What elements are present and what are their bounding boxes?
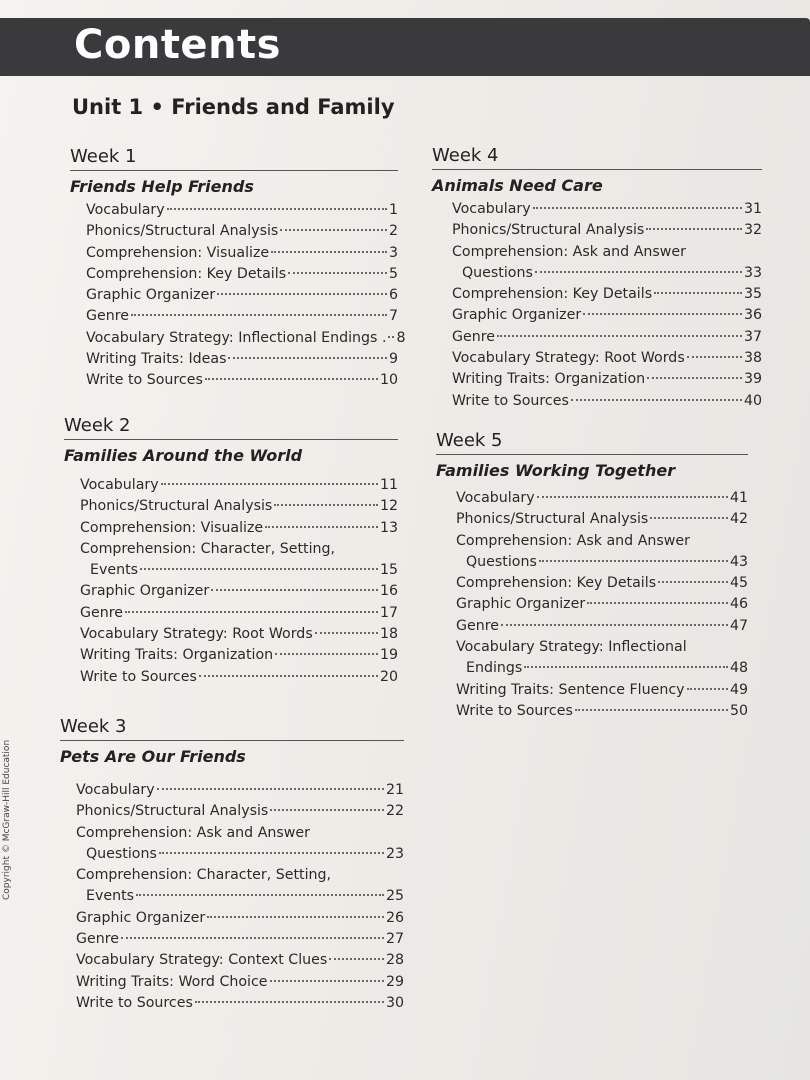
toc-entry-title: Genre bbox=[80, 604, 123, 621]
toc-entry-page: 3 bbox=[388, 244, 398, 261]
toc-entry bbox=[70, 306, 398, 327]
toc-entry bbox=[70, 328, 406, 349]
toc-entry-title: Graphic Organizer bbox=[76, 909, 206, 926]
toc-entry bbox=[432, 305, 762, 326]
toc-entry-title: Write to Sources bbox=[86, 372, 203, 389]
toc-entry bbox=[64, 475, 398, 496]
toc-entry-title: Questions bbox=[462, 264, 533, 281]
toc-entry-title: Vocabulary bbox=[456, 490, 535, 506]
toc-entry-page: 32 bbox=[743, 222, 762, 239]
toc-entry-title: Writing Traits: Organization bbox=[80, 647, 274, 664]
toc-entry-title: Vocabulary Strategy: Inflectional bbox=[456, 639, 687, 656]
toc-entry-title: Phonics/Structural Analysis bbox=[86, 223, 279, 240]
toc-entry bbox=[436, 658, 748, 679]
toc-entry bbox=[432, 284, 762, 305]
week-theme: Families Around the World bbox=[64, 446, 303, 465]
dot-leader bbox=[136, 894, 384, 896]
toc-entry bbox=[432, 327, 762, 348]
dot-leader bbox=[228, 357, 386, 359]
dot-leader bbox=[315, 632, 378, 634]
toc-entry-title: Comprehension: Visualize bbox=[80, 519, 264, 536]
toc-entry-page: 49 bbox=[729, 681, 748, 698]
toc-entry bbox=[432, 263, 762, 284]
copyright-notice: Copyright © McGraw-Hill Education bbox=[2, 739, 12, 900]
dot-leader bbox=[687, 688, 728, 690]
toc-entry bbox=[60, 993, 404, 1014]
toc-entry bbox=[436, 488, 748, 509]
toc-entry bbox=[60, 865, 404, 886]
toc-entry-title: Vocabulary bbox=[86, 202, 165, 218]
page-title: Contents bbox=[74, 22, 281, 68]
toc-entry bbox=[70, 349, 398, 370]
toc-entry-title: Writing Traits: Organization bbox=[452, 371, 646, 388]
toc-entry-title: Questions bbox=[86, 845, 157, 862]
dot-leader bbox=[575, 709, 728, 711]
dot-leader bbox=[270, 809, 384, 811]
toc-entries bbox=[60, 780, 404, 1014]
toc-entry-title: Vocabulary Strategy: Root Words bbox=[452, 350, 685, 367]
dot-leader bbox=[159, 852, 384, 854]
toc-entry-page: 41 bbox=[729, 490, 748, 506]
toc-entry bbox=[64, 581, 398, 602]
toc-entries bbox=[432, 199, 762, 412]
toc-entry-title: Phonics/Structural Analysis bbox=[76, 803, 269, 820]
toc-entry bbox=[60, 908, 404, 929]
toc-entry-page: 21 bbox=[385, 782, 404, 798]
toc-entry bbox=[432, 348, 762, 369]
week-label: Week 4 bbox=[432, 145, 762, 170]
week-label: Week 3 bbox=[60, 716, 404, 741]
dot-leader bbox=[646, 228, 742, 230]
toc-entry bbox=[70, 221, 398, 242]
toc-entry-page: 26 bbox=[385, 909, 404, 926]
toc-entry-page: 1 bbox=[388, 202, 398, 218]
toc-entry bbox=[60, 780, 404, 801]
dot-leader bbox=[650, 517, 728, 519]
toc-entry bbox=[70, 370, 398, 391]
week-2-section bbox=[64, 415, 398, 688]
dot-leader bbox=[195, 1001, 384, 1003]
dot-leader bbox=[125, 611, 378, 613]
week-1-section bbox=[70, 146, 406, 392]
toc-entry-title: Write to Sources bbox=[80, 668, 197, 685]
toc-entry-page: 39 bbox=[743, 371, 762, 388]
toc-entries bbox=[70, 200, 406, 392]
week-theme: Pets Are Our Friends bbox=[60, 747, 246, 766]
toc-entry bbox=[70, 285, 398, 306]
toc-entry-page: 15 bbox=[379, 562, 398, 579]
dot-leader bbox=[217, 293, 387, 295]
dot-leader bbox=[265, 526, 378, 528]
toc-entry-page: 10 bbox=[379, 372, 398, 389]
toc-entries bbox=[436, 488, 748, 722]
dot-leader bbox=[539, 560, 728, 562]
toc-entry bbox=[64, 603, 398, 624]
toc-entry-title: Write to Sources bbox=[76, 994, 193, 1011]
toc-entry-title: Writing Traits: Sentence Fluency bbox=[456, 681, 685, 698]
toc-entry bbox=[60, 929, 404, 950]
dot-leader bbox=[270, 980, 384, 982]
toc-entry-title: Genre bbox=[76, 931, 119, 948]
toc-entry-title: Phonics/Structural Analysis bbox=[80, 498, 273, 515]
toc-entry-page: 8 bbox=[396, 329, 406, 346]
toc-entry-title: Write to Sources bbox=[452, 392, 569, 409]
toc-entry-page: 35 bbox=[743, 286, 762, 303]
dot-leader bbox=[583, 313, 742, 315]
toc-entry-page: 20 bbox=[379, 668, 398, 685]
toc-entry-page: 9 bbox=[388, 351, 398, 368]
toc-entry-title: Comprehension: Key Details bbox=[456, 575, 657, 592]
toc-entry bbox=[60, 972, 404, 993]
toc-entry-title: Questions bbox=[466, 553, 537, 570]
toc-entry-title: Endings bbox=[466, 660, 523, 677]
toc-entry-title: Graphic Organizer bbox=[456, 596, 586, 613]
dot-leader bbox=[271, 251, 387, 253]
toc-entry-title: Events bbox=[86, 888, 135, 905]
toc-entry bbox=[70, 243, 398, 264]
toc-entry bbox=[64, 560, 398, 581]
toc-entry bbox=[436, 616, 748, 637]
toc-entry bbox=[436, 552, 748, 573]
toc-entry bbox=[436, 701, 748, 722]
toc-entry-title: Events bbox=[90, 562, 139, 579]
toc-entry-page: 42 bbox=[729, 511, 748, 528]
toc-entry bbox=[436, 594, 748, 615]
dot-leader bbox=[535, 271, 742, 273]
toc-entry-title: Comprehension: Ask and Answer bbox=[456, 532, 690, 549]
toc-entry bbox=[70, 200, 398, 221]
toc-entry bbox=[64, 667, 398, 688]
dot-leader bbox=[121, 937, 384, 939]
toc-entry-page: 33 bbox=[743, 264, 762, 281]
dot-leader bbox=[687, 356, 742, 358]
dot-leader bbox=[275, 653, 378, 655]
toc-entry-title: Vocabulary bbox=[452, 201, 531, 217]
dot-leader bbox=[205, 378, 378, 380]
toc-entry-page: 6 bbox=[388, 287, 398, 304]
dot-leader bbox=[274, 504, 378, 506]
toc-entry-page: 16 bbox=[379, 583, 398, 600]
dot-leader bbox=[207, 916, 384, 918]
dot-leader bbox=[280, 229, 387, 231]
toc-entry-page: 2 bbox=[388, 223, 398, 240]
toc-entry bbox=[60, 844, 404, 865]
unit-title: Unit 1 • Friends and Family bbox=[72, 95, 395, 119]
toc-entry-page: 47 bbox=[729, 617, 748, 634]
toc-entry-title: Graphic Organizer bbox=[86, 287, 216, 304]
toc-entry-title: Writing Traits: Word Choice bbox=[76, 973, 268, 990]
toc-entry-page: 30 bbox=[385, 994, 404, 1011]
toc-entry bbox=[436, 531, 748, 552]
dot-leader bbox=[501, 624, 728, 626]
toc-entries bbox=[64, 475, 398, 688]
dot-leader bbox=[211, 589, 378, 591]
toc-entry-title: Writing Traits: Ideas bbox=[86, 351, 227, 368]
week-label: Week 1 bbox=[70, 146, 398, 171]
dot-leader bbox=[131, 314, 387, 316]
toc-entry-title: Phonics/Structural Analysis bbox=[456, 511, 649, 528]
toc-entry-page: 27 bbox=[385, 931, 404, 948]
toc-entry-title: Vocabulary bbox=[80, 477, 159, 493]
toc-entry bbox=[64, 539, 398, 560]
dot-leader bbox=[157, 788, 384, 790]
toc-entry-page: 7 bbox=[388, 308, 398, 325]
toc-entry bbox=[60, 801, 404, 822]
toc-entry bbox=[60, 886, 404, 907]
toc-entry bbox=[432, 369, 762, 390]
week-4-section bbox=[432, 145, 762, 412]
dot-leader bbox=[497, 335, 742, 337]
toc-entry-title: Vocabulary Strategy: Root Words bbox=[80, 626, 313, 643]
week-theme: Families Working Together bbox=[436, 461, 676, 480]
dot-leader bbox=[161, 483, 378, 485]
dot-leader bbox=[388, 336, 394, 338]
dot-leader bbox=[654, 292, 742, 294]
toc-entry-title: Comprehension: Ask and Answer bbox=[76, 824, 310, 841]
toc-entry-page: 5 bbox=[388, 265, 398, 282]
toc-entry-page: 43 bbox=[729, 553, 748, 570]
toc-entry bbox=[436, 637, 748, 658]
toc-entry-page: 50 bbox=[729, 702, 748, 719]
toc-entry-title: Write to Sources bbox=[456, 702, 573, 719]
toc-entry-page: 28 bbox=[385, 952, 404, 969]
dot-leader bbox=[571, 399, 742, 401]
toc-entry-title: Comprehension: Visualize bbox=[86, 244, 270, 261]
dot-leader bbox=[537, 496, 728, 498]
toc-entry-title: Graphic Organizer bbox=[452, 307, 582, 324]
toc-entry-title: Vocabulary bbox=[76, 782, 155, 798]
toc-entry bbox=[60, 823, 404, 844]
toc-entry-title: Comprehension: Character, Setting, bbox=[80, 540, 336, 557]
toc-entry-title: Comprehension: Key Details bbox=[452, 286, 653, 303]
week-label: Week 2 bbox=[64, 415, 398, 440]
dot-leader bbox=[524, 666, 728, 668]
toc-entry-page: 18 bbox=[379, 626, 398, 643]
toc-entry bbox=[436, 509, 748, 530]
toc-entry-title: Comprehension: Key Details bbox=[86, 265, 287, 282]
toc-entry bbox=[432, 391, 762, 412]
dot-leader bbox=[167, 208, 387, 210]
toc-entry-title: Comprehension: Character, Setting, bbox=[76, 867, 332, 884]
toc-entry-title: Vocabulary Strategy: Inflectional Endings . bbox=[86, 329, 387, 346]
dot-leader bbox=[140, 568, 378, 570]
toc-entry-title: Genre bbox=[456, 617, 499, 634]
toc-entry bbox=[70, 264, 398, 285]
toc-entry-page: 23 bbox=[385, 845, 404, 862]
toc-entry-page: 37 bbox=[743, 328, 762, 345]
week-label: Week 5 bbox=[436, 430, 748, 455]
toc-entry-title: Vocabulary Strategy: Context Clues bbox=[76, 952, 328, 969]
week-theme: Animals Need Care bbox=[432, 176, 603, 195]
toc-entry-page: 17 bbox=[379, 604, 398, 621]
toc-entry-page: 12 bbox=[379, 498, 398, 515]
toc-entry bbox=[436, 680, 748, 701]
dot-leader bbox=[658, 581, 728, 583]
toc-entry-page: 11 bbox=[379, 477, 398, 493]
dot-leader bbox=[533, 207, 742, 209]
toc-entry bbox=[432, 199, 762, 220]
toc-entry-title: Genre bbox=[452, 328, 495, 345]
toc-entry-page: 19 bbox=[379, 647, 398, 664]
dot-leader bbox=[647, 377, 742, 379]
toc-entry-title: Phonics/Structural Analysis bbox=[452, 222, 645, 239]
toc-entry-page: 31 bbox=[743, 201, 762, 217]
toc-entry bbox=[436, 573, 748, 594]
toc-entry bbox=[64, 645, 398, 666]
dot-leader bbox=[329, 958, 384, 960]
toc-entry-page: 48 bbox=[729, 660, 748, 677]
toc-entry bbox=[64, 624, 398, 645]
toc-entry-title: Genre bbox=[86, 308, 129, 325]
week-3-section bbox=[60, 716, 404, 1014]
dot-leader bbox=[199, 675, 378, 677]
toc-entry-page: 22 bbox=[385, 803, 404, 820]
toc-entry-page: 38 bbox=[743, 350, 762, 367]
dot-leader bbox=[288, 272, 387, 274]
toc-entry-page: 46 bbox=[729, 596, 748, 613]
toc-entry bbox=[432, 220, 762, 241]
toc-entry-page: 45 bbox=[729, 575, 748, 592]
toc-entry-page: 40 bbox=[743, 392, 762, 409]
toc-entry bbox=[64, 496, 398, 517]
toc-entry-title: Graphic Organizer bbox=[80, 583, 210, 600]
toc-entry-page: 36 bbox=[743, 307, 762, 324]
dot-leader bbox=[587, 602, 728, 604]
toc-entry-page: 25 bbox=[385, 888, 404, 905]
toc-entry-page: 29 bbox=[385, 973, 404, 990]
toc-entry bbox=[64, 518, 398, 539]
toc-entry bbox=[60, 950, 404, 971]
toc-entry-title: Comprehension: Ask and Answer bbox=[452, 243, 686, 260]
toc-entry bbox=[432, 242, 762, 263]
week-theme: Friends Help Friends bbox=[70, 177, 254, 196]
toc-entry-page: 13 bbox=[379, 519, 398, 536]
week-5-section bbox=[436, 430, 748, 722]
